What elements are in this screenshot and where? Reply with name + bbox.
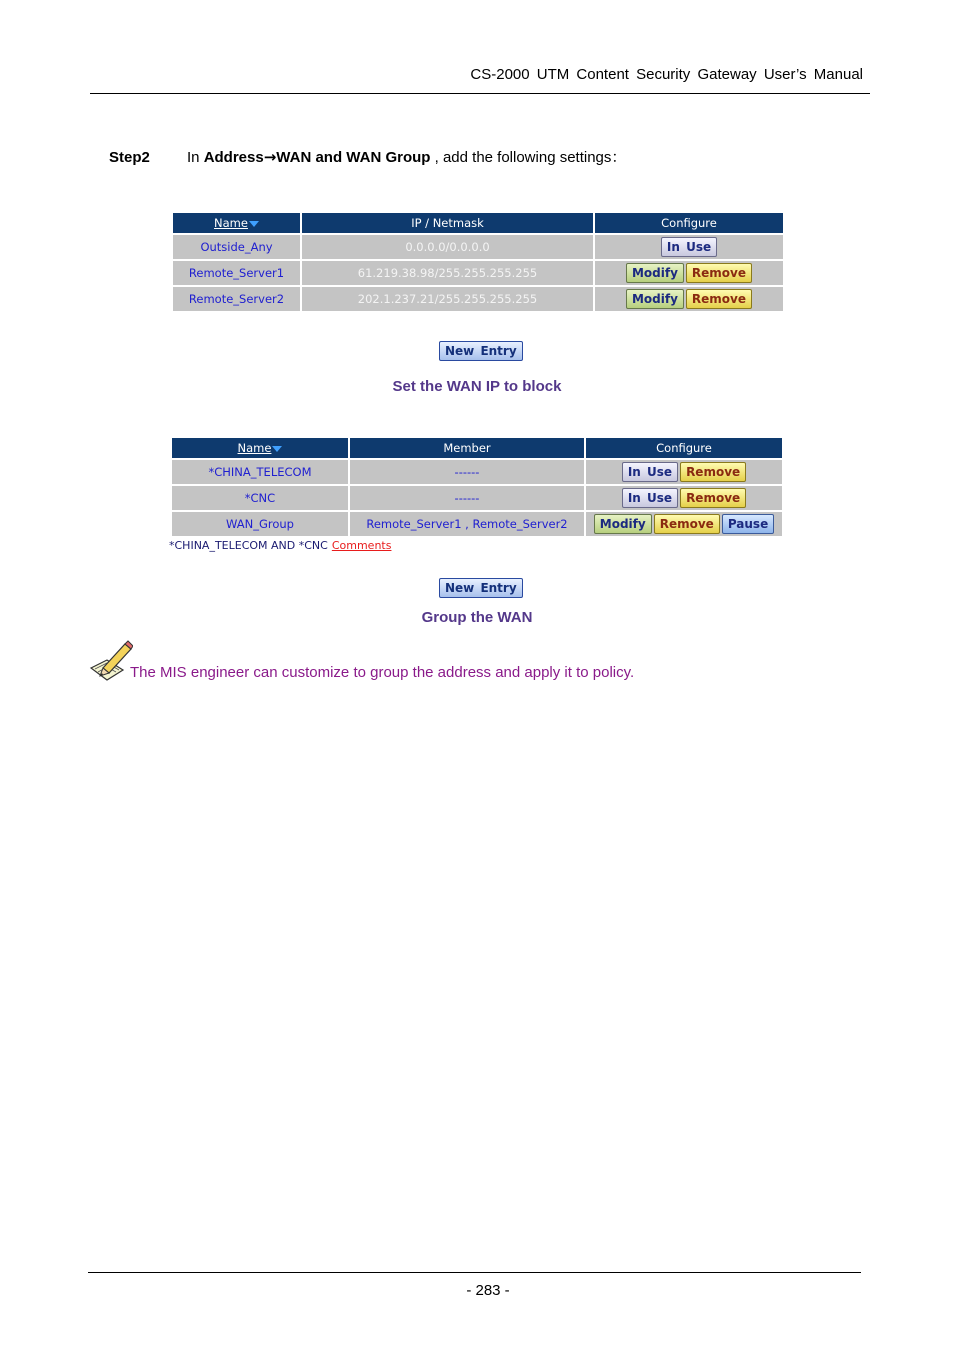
group-footnote [169, 539, 391, 552]
modify-button[interactable]: Modify [594, 514, 652, 534]
sort-down-icon [272, 446, 282, 452]
figure-caption-wan-ip: Set the WAN IP to block [392, 378, 562, 395]
nav-address: Address [203, 149, 264, 166]
step-instruction [109, 146, 626, 167]
group-member: ------ [350, 486, 584, 510]
address-name: Remote_Server1 [173, 261, 300, 285]
in-use-button[interactable]: In Use [622, 488, 678, 508]
sort-by-name-link[interactable]: Name [237, 441, 272, 455]
manual-header-title: CS-2000 UTM Content Security Gateway User’s Manual [470, 66, 863, 83]
footnote-text: *CHINA_TELECOM AND *CNC [169, 539, 328, 552]
remove-button[interactable]: Remove [680, 488, 746, 508]
comments-link[interactable]: Comments [331, 539, 392, 552]
table-row [172, 486, 782, 510]
new-entry-button[interactable]: New Entry [439, 341, 523, 361]
column-header-configure: Configure [586, 438, 782, 458]
note-text: The MIS engineer can customize to group the address and apply it to policy. [130, 664, 635, 681]
address-name: Outside_Any [173, 235, 300, 259]
step-suffix: , add the following settings： [430, 149, 627, 166]
column-header-name[interactable] [172, 438, 348, 458]
configure-cell [586, 460, 782, 484]
modify-button[interactable]: Modify [626, 289, 684, 309]
table-header-row [173, 213, 783, 233]
group-member: Remote_Server1 , Remote_Server2 [350, 512, 584, 536]
sort-by-name-link[interactable]: Name [214, 216, 248, 230]
address-ip: 0.0.0.0/0.0.0.0 [302, 235, 593, 259]
column-header-configure: Configure [595, 213, 783, 233]
group-member: ------ [350, 460, 584, 484]
address-ip: 202.1.237.21/255.255.255.255 [302, 287, 593, 311]
in-use-button[interactable]: In Use [661, 237, 717, 257]
nav-wan-group: WAN and WAN Group [276, 149, 431, 166]
arrow-right-icon: → [263, 148, 277, 166]
page-number: - 283 - [466, 1282, 510, 1299]
column-header-name[interactable] [173, 213, 300, 233]
address-name: Remote_Server2 [173, 287, 300, 311]
group-name: *CNC [172, 486, 348, 510]
figure-caption-group-wan: Group the WAN [421, 609, 533, 626]
new-entry-button[interactable]: New Entry [439, 578, 523, 598]
table-row [173, 261, 783, 285]
remove-button[interactable]: Remove [686, 263, 752, 283]
footer-divider [88, 1272, 861, 1273]
table-row [172, 512, 782, 536]
table-row [173, 235, 783, 259]
group-name: *CHINA_TELECOM [172, 460, 348, 484]
configure-cell [595, 287, 783, 311]
configure-cell [586, 512, 782, 536]
address-ip: 61.219.38.98/255.255.255.255 [302, 261, 593, 285]
column-header-ip: IP / Netmask [302, 213, 593, 233]
wan-group-table [170, 436, 784, 538]
step-prefix: In [187, 149, 204, 166]
table-header-row [172, 438, 782, 458]
column-header-member: Member [350, 438, 584, 458]
configure-cell [586, 486, 782, 510]
group-name: WAN_Group [172, 512, 348, 536]
remove-button[interactable]: Remove [680, 462, 746, 482]
wan-address-table [171, 211, 785, 313]
configure-cell [595, 235, 783, 259]
pencil-note-icon [89, 638, 133, 682]
modify-button[interactable]: Modify [626, 263, 684, 283]
remove-button[interactable]: Remove [686, 289, 752, 309]
remove-button[interactable]: Remove [654, 514, 720, 534]
table-row [173, 287, 783, 311]
in-use-button[interactable]: In Use [622, 462, 678, 482]
configure-cell [595, 261, 783, 285]
header-divider [90, 93, 870, 94]
table-row [172, 460, 782, 484]
step-label: Step2 [109, 149, 150, 166]
sort-down-icon [249, 221, 259, 227]
pause-button[interactable]: Pause [722, 514, 774, 534]
